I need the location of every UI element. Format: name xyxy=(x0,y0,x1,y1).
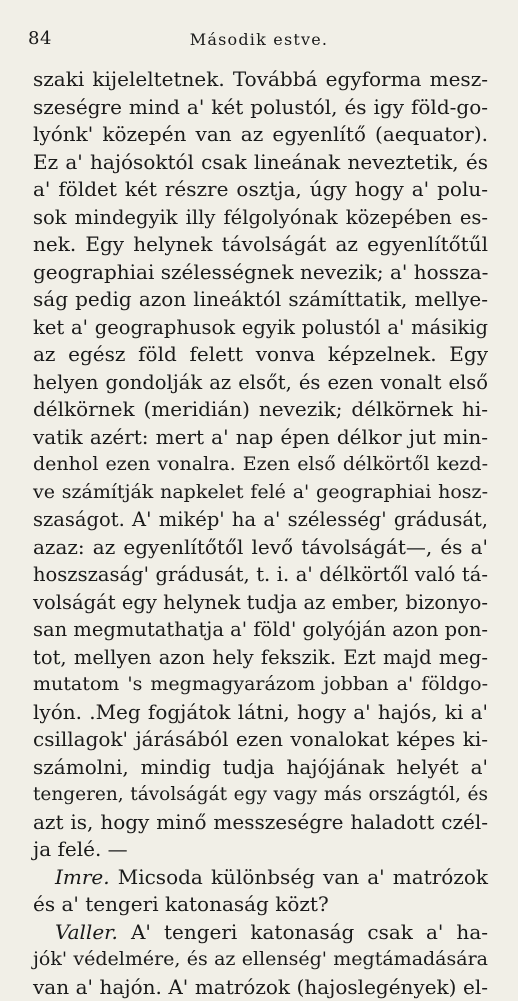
running-head: Második estve. xyxy=(28,30,490,49)
body-text xyxy=(33,66,488,1001)
text-line: san megmutathatja a' föld' golyóján azon pon- xyxy=(33,616,488,644)
text-line: azt is, hogy minő messzeségre haladott czél- xyxy=(33,809,488,837)
dialogue-line: jók' védelmére, és az ellenség' megtámadására xyxy=(33,946,488,974)
dialogue-text: Micsoda különbség van a' matrózok xyxy=(118,865,488,889)
page-number: 84 xyxy=(28,28,52,49)
text-line: ve számítják napkelet felé a' geographiai hosz- xyxy=(33,479,488,507)
text-line: sok mindegyik illy félgolyónak közepében es- xyxy=(33,204,488,232)
text-line: az egész föld felett vonva képzelnek. Egy xyxy=(33,341,488,369)
text-line: azaz: az egyenlítőtől levő távolságát—, és a' xyxy=(33,534,488,562)
text-line: helyen gondolják az elsőt, és ezen vonalt első xyxy=(33,369,488,397)
dialogue-line: és a' tengeri katonaság közt? xyxy=(33,891,488,919)
speaker-name: Valler. xyxy=(55,920,118,944)
dialogue-line xyxy=(33,919,488,947)
text-line: lyón. .Meg fogjátok látni, hogy a' hajós, ki a' xyxy=(33,699,488,727)
dialogue-text: A' tengeri katonaság csak a' ha- xyxy=(131,920,488,944)
text-line: a' földet két részre osztja, úgy hogy a' polu- xyxy=(33,176,488,204)
text-line: geographiai szélességnek nevezik; a' hossza- xyxy=(33,259,488,287)
text-line: vatik azért: mert a' nap épen délkor jut min- xyxy=(33,424,488,452)
text-line: hoszszaság' grádusát, t. i. a' délkörtől való tá- xyxy=(33,561,488,589)
text-line: Ez a' hajósoktól csak lineának neveztetik, és xyxy=(33,149,488,177)
text-line: mutatom 's megmagyarázom jobban a' földgo- xyxy=(33,671,488,699)
text-line: számolni, mindig tudja hajójának helyét a' xyxy=(33,754,488,782)
text-line: tot, mellyen azon hely fekszik. Ezt majd meg- xyxy=(33,644,488,672)
text-line: ket a' geographusok egyik polustól a' másikig xyxy=(33,314,488,342)
text-line: szeségre mind a' két polustól, és igy föld-go- xyxy=(33,94,488,122)
text-line: denhol ezen vonalra. Ezen első délkörtől kezd- xyxy=(33,451,488,479)
page-header xyxy=(28,28,490,52)
dialogue-line: van a' hajón. A' matrózok (hajoslegények) el- xyxy=(33,974,488,1001)
text-line: volságát egy helynek tudja az ember, bizonyo- xyxy=(33,589,488,617)
text-line: szaságot. A' mikép' ha a' szélesség' grádusát, xyxy=(33,506,488,534)
text-line: nek. Egy helynek távolságát az egyenlítőtűl xyxy=(33,231,488,259)
dialogue-line xyxy=(33,864,488,892)
text-line: szaki kijeleltetnek. Továbbá egyforma mesz- xyxy=(33,66,488,94)
speaker-name: Imre. xyxy=(55,865,110,889)
text-line: ság pedig azon lineáktól számíttatik, mellye- xyxy=(33,286,488,314)
text-line: csillagok' járásából ezen vonalokat képes ki- xyxy=(33,726,488,754)
text-line: lyónk' közepén van az egyenlítő (aequator). xyxy=(33,121,488,149)
text-line: ja felé. — xyxy=(33,836,488,864)
text-line: tengeren, távolságát egy vagy más országtól, és xyxy=(33,781,488,809)
text-line: délkörnek (meridián) nevezik; délkörnek hi- xyxy=(33,396,488,424)
